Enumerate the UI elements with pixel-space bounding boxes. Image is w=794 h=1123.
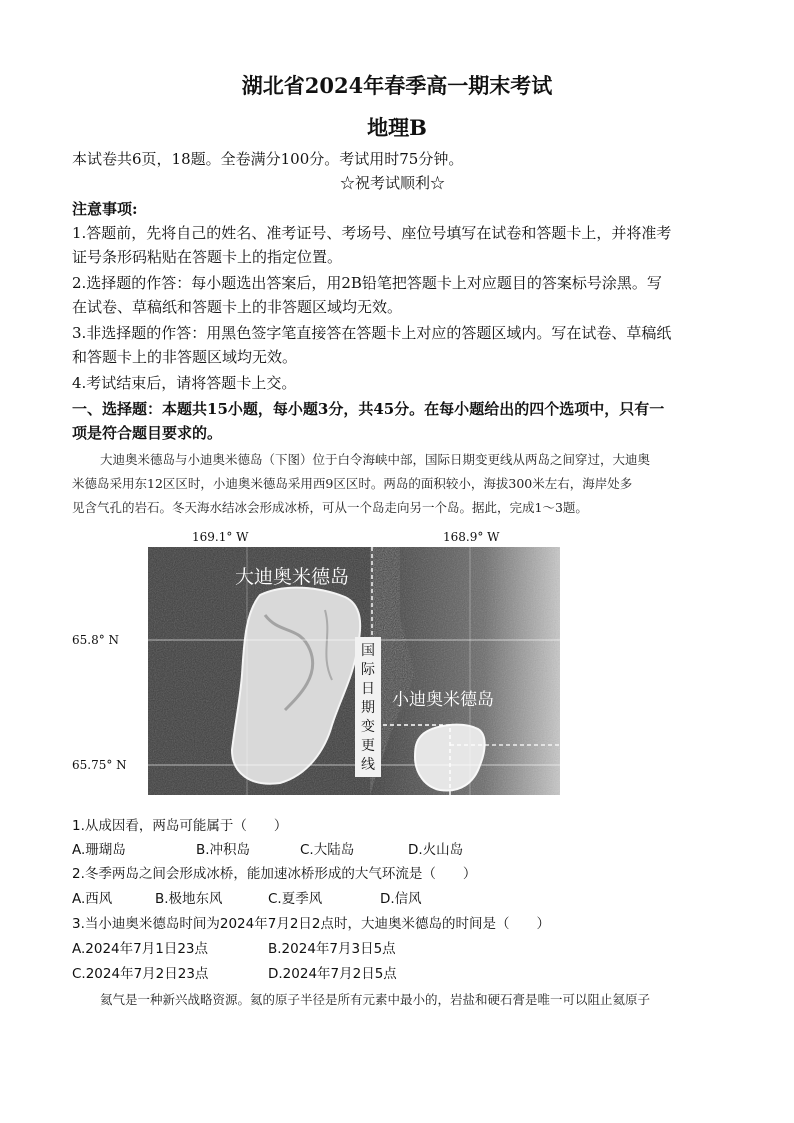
- longitude-label-right: 168.9° W: [443, 530, 500, 544]
- notice-line: 和答题卡上的非答题区域均无效。: [72, 348, 298, 366]
- date-line-char: 国: [361, 643, 375, 659]
- passage-line: 米德岛采用东12区区时，小迪奥米德岛采用西9区区时。两岛的面积较小，海拔300米左右，海岸处多: [72, 476, 633, 491]
- passage-line: 大迪奥米德岛与小迪奥米德岛（下图）位于白令海峡中部，国际日期变更线从两岛之间穿过，大迪奥: [100, 452, 651, 467]
- date-line-char: 日: [361, 681, 375, 697]
- notice-line: 证号条形码粘贴在答题卡上的指定位置。: [72, 248, 343, 266]
- q2-option-a[interactable]: A.西风: [72, 891, 113, 907]
- latitude-label-top: 65.8° N: [72, 633, 120, 647]
- q1-option-c[interactable]: C.大陆岛: [300, 842, 355, 858]
- good-luck-wish: ☆祝考试顺利☆: [340, 174, 446, 192]
- exam-title: 湖北省2024年春季高一期末考试: [241, 73, 553, 98]
- notice-line: 2.选择题的作答：每小题选出答案后，用2B铅笔把答题卡上对应题目的答案标号涂黑。写: [72, 274, 662, 292]
- question-2-stem: 2.冬季两岛之间会形成冰桥，能加速冰桥形成的大气环流是（ ）: [72, 866, 477, 882]
- latitude-label-bottom: 65.75° N: [72, 758, 127, 772]
- question-1-stem: 1.从成因看，两岛可能属于（ ）: [72, 818, 288, 834]
- small-island-label: 小迪奥米德岛: [392, 690, 494, 710]
- q3-option-b[interactable]: B.2024年7月3日5点: [268, 941, 396, 957]
- notice-line: 在试卷、草稿纸和答题卡上的非答题区域均无效。: [72, 298, 403, 316]
- q1-option-b[interactable]: B.冲积岛: [196, 842, 251, 858]
- date-line-char: 更: [361, 738, 375, 754]
- q1-option-d[interactable]: D.火山岛: [408, 842, 464, 858]
- notice-heading: 注意事项:: [72, 200, 138, 218]
- q2-option-b[interactable]: B.极地东风: [155, 891, 223, 907]
- q3-option-c[interactable]: C.2024年7月2日23点: [72, 966, 209, 982]
- diomede-islands-map: [70, 525, 570, 800]
- big-island-label: 大迪奥米德岛: [235, 566, 350, 588]
- notice-line: 3.非选择题的作答：用黑色签字笔直接答在答题卡上对应的答题区域内。写在试卷、草稿纸: [72, 324, 672, 342]
- date-line-char: 线: [361, 757, 375, 773]
- q2-option-c[interactable]: C.夏季风: [268, 891, 323, 907]
- exam-subject: 地理B: [367, 115, 427, 140]
- exam-info: 本试卷共6页，18题。全卷满分100分。考试用时75分钟。: [72, 150, 464, 168]
- q2-option-d[interactable]: D.信风: [380, 891, 422, 907]
- date-line-char: 期: [361, 700, 375, 716]
- q3-option-d[interactable]: D.2024年7月2日5点: [268, 966, 397, 982]
- longitude-label-left: 169.1° W: [192, 530, 249, 544]
- question-3-stem: 3.当小迪奥米德岛时间为2024年7月2日2点时，大迪奥米德岛的时间是（ ）: [72, 916, 551, 932]
- date-line-char: 际: [361, 662, 375, 678]
- date-line-char: 变: [361, 719, 375, 735]
- passage-line: 见含气孔的岩石。冬天海水结冰会形成冰桥，可从一个岛走向另一个岛。据此，完成1～3题。: [72, 500, 588, 515]
- q3-option-a[interactable]: A.2024年7月1日23点: [72, 941, 209, 957]
- section-heading-cont: 项是符合题目要求的。: [72, 424, 223, 442]
- notice-line: 1.答题前，先将自己的姓名、准考证号、考场号、座位号填写在试卷和答题卡上，并将准考: [72, 224, 672, 242]
- q1-option-a[interactable]: A.珊瑚岛: [72, 842, 126, 858]
- notice-line: 4.考试结束后，请将答题卡上交。: [72, 374, 297, 392]
- passage-2-line: 氦气是一种新兴战略资源。氦的原子半径是所有元素中最小的，岩盐和硬石膏是唯一可以阻止氦原子: [100, 992, 651, 1007]
- section-heading: 一、选择题：本题共15小题，每小题3分，共45分。在每小题给出的四个选项中，只有一: [72, 400, 665, 418]
